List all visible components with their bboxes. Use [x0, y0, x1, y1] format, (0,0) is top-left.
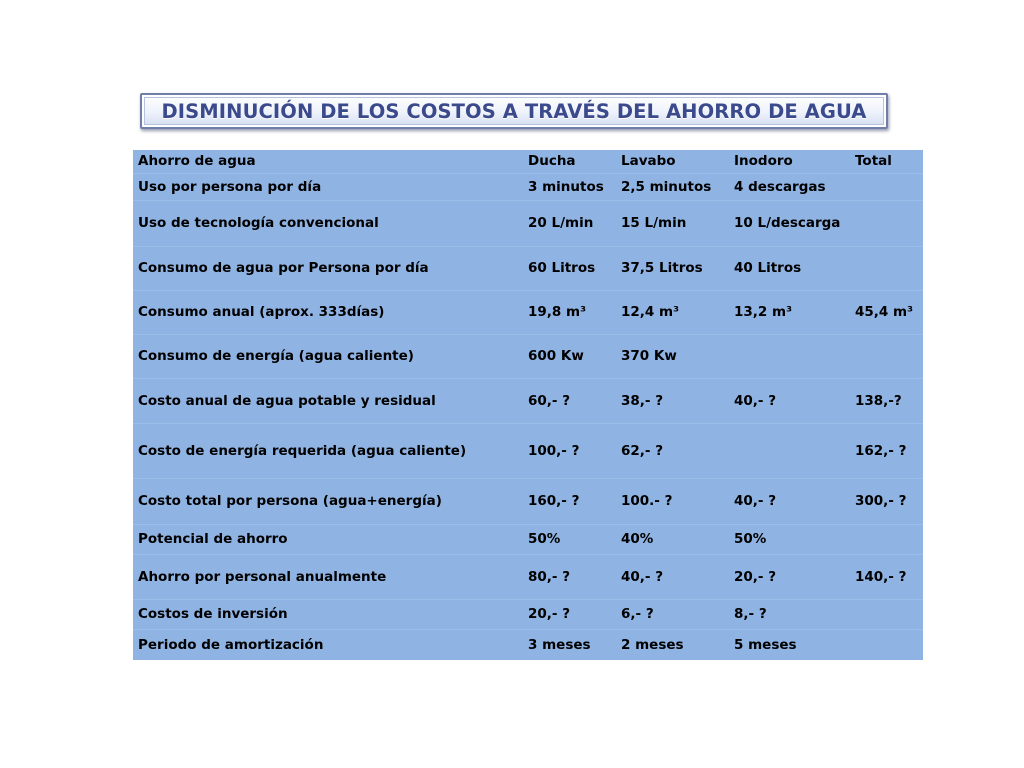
row-label: Consumo anual (aprox. 333días) [133, 290, 523, 334]
cell-lavabo: 40,- ? [616, 554, 729, 599]
row-label: Uso de tecnología convencional [133, 200, 523, 246]
table-row [133, 246, 923, 290]
cell-total [850, 599, 923, 629]
cell-lavabo: 40% [616, 524, 729, 554]
table-row [133, 173, 923, 200]
cell-total [850, 629, 923, 660]
table-header-row [133, 150, 923, 173]
cell-ducha: 3 meses [523, 629, 616, 660]
cell-lavabo: 6,- ? [616, 599, 729, 629]
cell-inodoro: 4 descargas [729, 173, 850, 200]
cell-ducha: 60 Litros [523, 246, 616, 290]
table-row [133, 200, 923, 246]
cell-total [850, 200, 923, 246]
cell-ducha: 80,- ? [523, 554, 616, 599]
cell-total: 300,- ? [850, 478, 923, 524]
header-cell-concept: Ahorro de agua [138, 153, 256, 170]
title-banner [140, 93, 888, 129]
page-title: DISMINUCIÓN DE LOS COSTOS A TRAVÉS DEL AHORRO DE AGUA [161, 99, 867, 123]
cell-inodoro: 40,- ? [729, 478, 850, 524]
table-row [133, 334, 923, 378]
cell-total: 138,-? [850, 378, 923, 423]
row-label: Costo anual de agua potable y residual [133, 378, 523, 423]
cell-lavabo: 100.- ? [616, 478, 729, 524]
cell-ducha: 60,- ? [523, 378, 616, 423]
row-label: Uso por persona por día [133, 173, 523, 200]
table-row [133, 524, 923, 554]
cell-total: 45,4 m³ [850, 290, 923, 334]
cell-inodoro: 40,- ? [729, 378, 850, 423]
cell-lavabo: 62,- ? [616, 423, 729, 478]
cell-inodoro: 5 meses [729, 629, 850, 660]
header-cell-total: Total [855, 153, 892, 170]
cell-total [850, 524, 923, 554]
row-label: Costo de energía requerida (agua caliente) [133, 423, 523, 478]
table-row [133, 290, 923, 334]
cell-lavabo: 2,5 minutos [616, 173, 729, 200]
cell-inodoro [729, 334, 850, 378]
cell-lavabo: 2 meses [616, 629, 729, 660]
cell-inodoro: 10 L/descarga [729, 200, 850, 246]
header-cell-inodoro: Inodoro [734, 153, 793, 170]
cell-inodoro: 40 Litros [729, 246, 850, 290]
cell-total [850, 173, 923, 200]
table-row [133, 378, 923, 423]
row-label: Potencial de ahorro [133, 524, 523, 554]
cell-inodoro: 20,- ? [729, 554, 850, 599]
header-cell-lavabo: Lavabo [621, 153, 676, 170]
cell-ducha: 20 L/min [523, 200, 616, 246]
cell-ducha: 3 minutos [523, 173, 616, 200]
row-label: Ahorro por personal anualmente [133, 554, 523, 599]
cell-ducha: 19,8 m³ [523, 290, 616, 334]
cell-total: 140,- ? [850, 554, 923, 599]
cell-inodoro: 50% [729, 524, 850, 554]
cell-inodoro: 13,2 m³ [729, 290, 850, 334]
table-row [133, 599, 923, 629]
cell-lavabo: 370 Kw [616, 334, 729, 378]
table-row [133, 423, 923, 478]
cell-lavabo: 38,- ? [616, 378, 729, 423]
water-savings-table [133, 150, 923, 660]
cell-lavabo: 37,5 Litros [616, 246, 729, 290]
header-cell-ducha: Ducha [528, 153, 576, 170]
row-label: Consumo de agua por Persona por día [133, 246, 523, 290]
table-row [133, 478, 923, 524]
cell-total [850, 334, 923, 378]
row-label: Consumo de energía (agua caliente) [133, 334, 523, 378]
cell-total: 162,- ? [850, 423, 923, 478]
cell-lavabo: 12,4 m³ [616, 290, 729, 334]
row-label: Periodo de amortización [133, 629, 523, 660]
row-label: Costos de inversión [133, 599, 523, 629]
cell-total [850, 246, 923, 290]
row-label: Costo total por persona (agua+energía) [133, 478, 523, 524]
cell-inodoro: 8,- ? [729, 599, 850, 629]
cell-ducha: 50% [523, 524, 616, 554]
cell-ducha: 100,- ? [523, 423, 616, 478]
cell-ducha: 160,- ? [523, 478, 616, 524]
table-row [133, 629, 923, 660]
cell-ducha: 600 Kw [523, 334, 616, 378]
table-row [133, 554, 923, 599]
cell-lavabo: 15 L/min [616, 200, 729, 246]
cell-ducha: 20,- ? [523, 599, 616, 629]
cell-inodoro [729, 423, 850, 478]
